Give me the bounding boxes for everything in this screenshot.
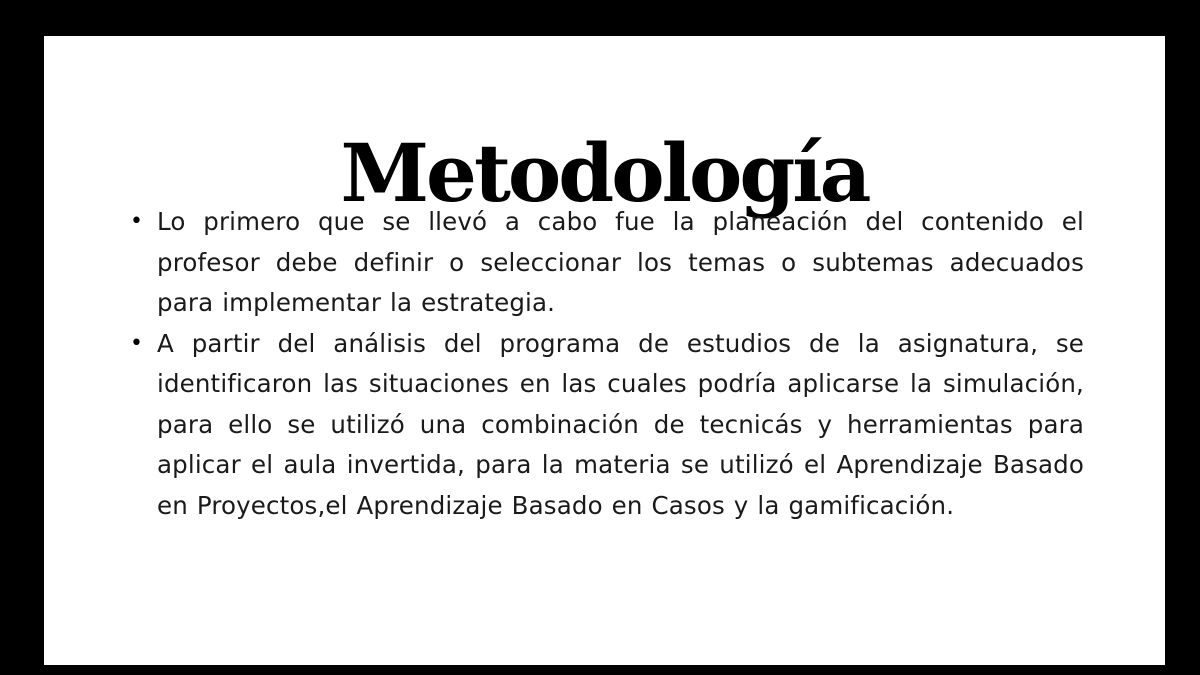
bullet-dot-icon: •	[130, 330, 143, 356]
bullet-item	[130, 324, 1084, 527]
bullet-dot-icon: •	[130, 209, 143, 234]
slide	[44, 36, 1165, 665]
bullet-item	[130, 202, 1084, 324]
bullet-list	[130, 202, 1084, 526]
bullet-text: Lo primero que se llevó a cabo fue la planeación del contenido el profesor debe definir o seleccionar los temas o subtemas adecuados para implementar la estrategia.	[157, 207, 1084, 317]
slide-title: Metodología	[340, 126, 869, 220]
bullet-text: A partir del análisis del programa de estudios de la asignatura, se identificaron las situaciones en las cuales podría aplicarse la simulación, para ello se utilizó una combinación de tecnicás y herramientas para aplicar el aula invertida, para la materia se utilizó el Aprendizaje Basado en Proyectos,el Aprendizaje Basado en Casos y la gamificación.	[157, 328, 1084, 520]
